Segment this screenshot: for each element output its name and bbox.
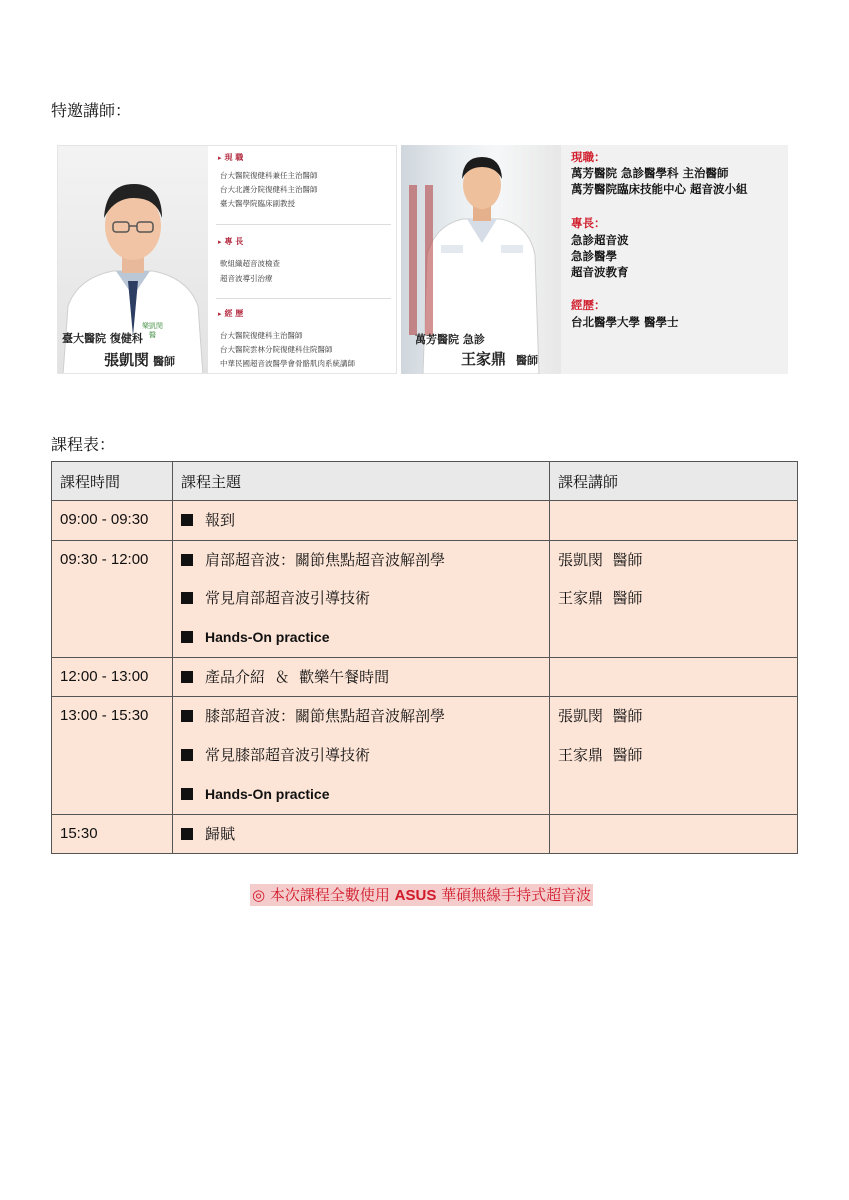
square-bullet-icon xyxy=(181,749,193,761)
topic-cell: 歸賦 xyxy=(173,814,550,854)
table-header-row xyxy=(52,462,798,501)
info-line: 萬芳醫院臨床技能中心 超音波小組 xyxy=(571,182,748,196)
square-bullet-icon xyxy=(181,828,193,840)
note-symbol-icon: ◎ xyxy=(252,886,266,904)
topic-cell: 肩部超音波：關節焦點超音波解剖學 常見肩部超音波引導技術 Hands-On practice xyxy=(173,540,550,657)
info-line: 急診超音波 xyxy=(571,233,629,247)
info-line: 萬芳醫院 急診醫學科 主治醫師 xyxy=(571,166,729,180)
schedule-table xyxy=(51,461,798,854)
speaker-cell: 張凱閔 醫師 王家鼎 醫師 xyxy=(550,697,798,814)
table-row xyxy=(52,540,798,657)
table-row xyxy=(52,501,798,541)
brand-name: ASUS xyxy=(394,887,437,904)
speaker-card-wang xyxy=(401,145,788,374)
name-caption-chang: 張凱閔 醫師 xyxy=(104,351,176,369)
table-row xyxy=(52,657,798,697)
speaker-photo-chang xyxy=(58,146,208,374)
triangle-bullet-icon: ▸ xyxy=(218,154,222,162)
speakers-heading: 特邀講師： xyxy=(51,101,132,120)
square-bullet-icon xyxy=(181,671,193,683)
topic-cell: 報到 xyxy=(173,501,550,541)
info-line: 臺大醫學院臨床副教授 xyxy=(220,199,295,208)
section-title-experience: 經歷： xyxy=(571,298,606,312)
hospital-caption-chang: 臺大醫院 復健科 xyxy=(62,332,143,345)
topic-cell: 膝部超音波：關節焦點超音波解剖學 常見膝部超音波引導技術 Hands-On practice xyxy=(173,697,550,814)
section-title-current: ▸ 現 職 xyxy=(218,153,244,162)
square-bullet-icon xyxy=(181,788,193,800)
section-title-expertise: 專長： xyxy=(571,216,606,230)
section-title-current: 現職： xyxy=(571,150,606,164)
info-line: 中華民國超音波醫學會骨骼肌肉系統講師 xyxy=(220,359,355,368)
square-bullet-icon xyxy=(181,631,193,643)
section-title-experience: ▸ 經 歷 xyxy=(218,309,244,318)
square-bullet-icon xyxy=(181,554,193,566)
topic-cell: 產品介紹 ＆ 歡樂午餐時間 xyxy=(173,657,550,697)
hospital-caption-wang: 萬芳醫院 急診 xyxy=(415,333,485,346)
square-bullet-icon xyxy=(181,592,193,604)
table-row xyxy=(52,814,798,854)
column-header-speaker: 課程講師 xyxy=(550,462,798,501)
info-line: 台北醫學大學 醫學士 xyxy=(571,315,679,329)
triangle-bullet-icon: ▸ xyxy=(218,310,222,318)
info-line: 急診醫學 xyxy=(571,249,617,263)
info-line: 台大醫院復健科主治醫師 xyxy=(220,331,303,340)
info-line: 台大醫院雲林分院復健科住院醫師 xyxy=(220,345,333,354)
square-bullet-icon xyxy=(181,710,193,722)
speaker-photo-wang xyxy=(401,145,561,374)
info-line: 軟組織超音波檢查 xyxy=(220,259,280,268)
coat-embroidery: 樂凱閔 醫 xyxy=(142,322,163,339)
time-cell: 15:30 xyxy=(52,814,173,854)
equipment-note: ◎ 本次課程全數使用 ASUS 華碩無線手持式超音波 xyxy=(252,886,592,904)
triangle-bullet-icon: ▸ xyxy=(218,238,222,246)
time-cell: 09:30 - 12:00 xyxy=(52,540,173,657)
info-line: 台大醫院復健科兼任主治醫師 xyxy=(220,171,318,180)
speaker-cell xyxy=(550,501,798,541)
divider xyxy=(216,224,391,225)
info-line: 超音波教育 xyxy=(571,265,629,279)
column-header-topic: 課程主題 xyxy=(173,462,550,501)
section-title-expertise: ▸ 專 長 xyxy=(218,237,244,246)
table-row xyxy=(52,697,798,814)
time-cell: 12:00 - 13:00 xyxy=(52,657,173,697)
speaker-cell xyxy=(550,657,798,697)
time-cell: 13:00 - 15:30 xyxy=(52,697,173,814)
time-cell: 09:00 - 09:30 xyxy=(52,501,173,541)
speaker-cell xyxy=(550,814,798,854)
schedule-heading: 課程表： xyxy=(51,435,116,454)
speaker-cell: 張凱閔 醫師 王家鼎 醫師 xyxy=(550,540,798,657)
square-bullet-icon xyxy=(181,514,193,526)
info-line: 超音波導引治療 xyxy=(220,274,273,283)
name-caption-wang: 王家鼎 醫師 xyxy=(461,350,539,368)
speaker-card-chang xyxy=(57,145,397,374)
column-header-time: 課程時間 xyxy=(52,462,173,501)
info-line: 台大北護分院復健科主治醫師 xyxy=(220,185,318,194)
divider xyxy=(216,298,391,299)
